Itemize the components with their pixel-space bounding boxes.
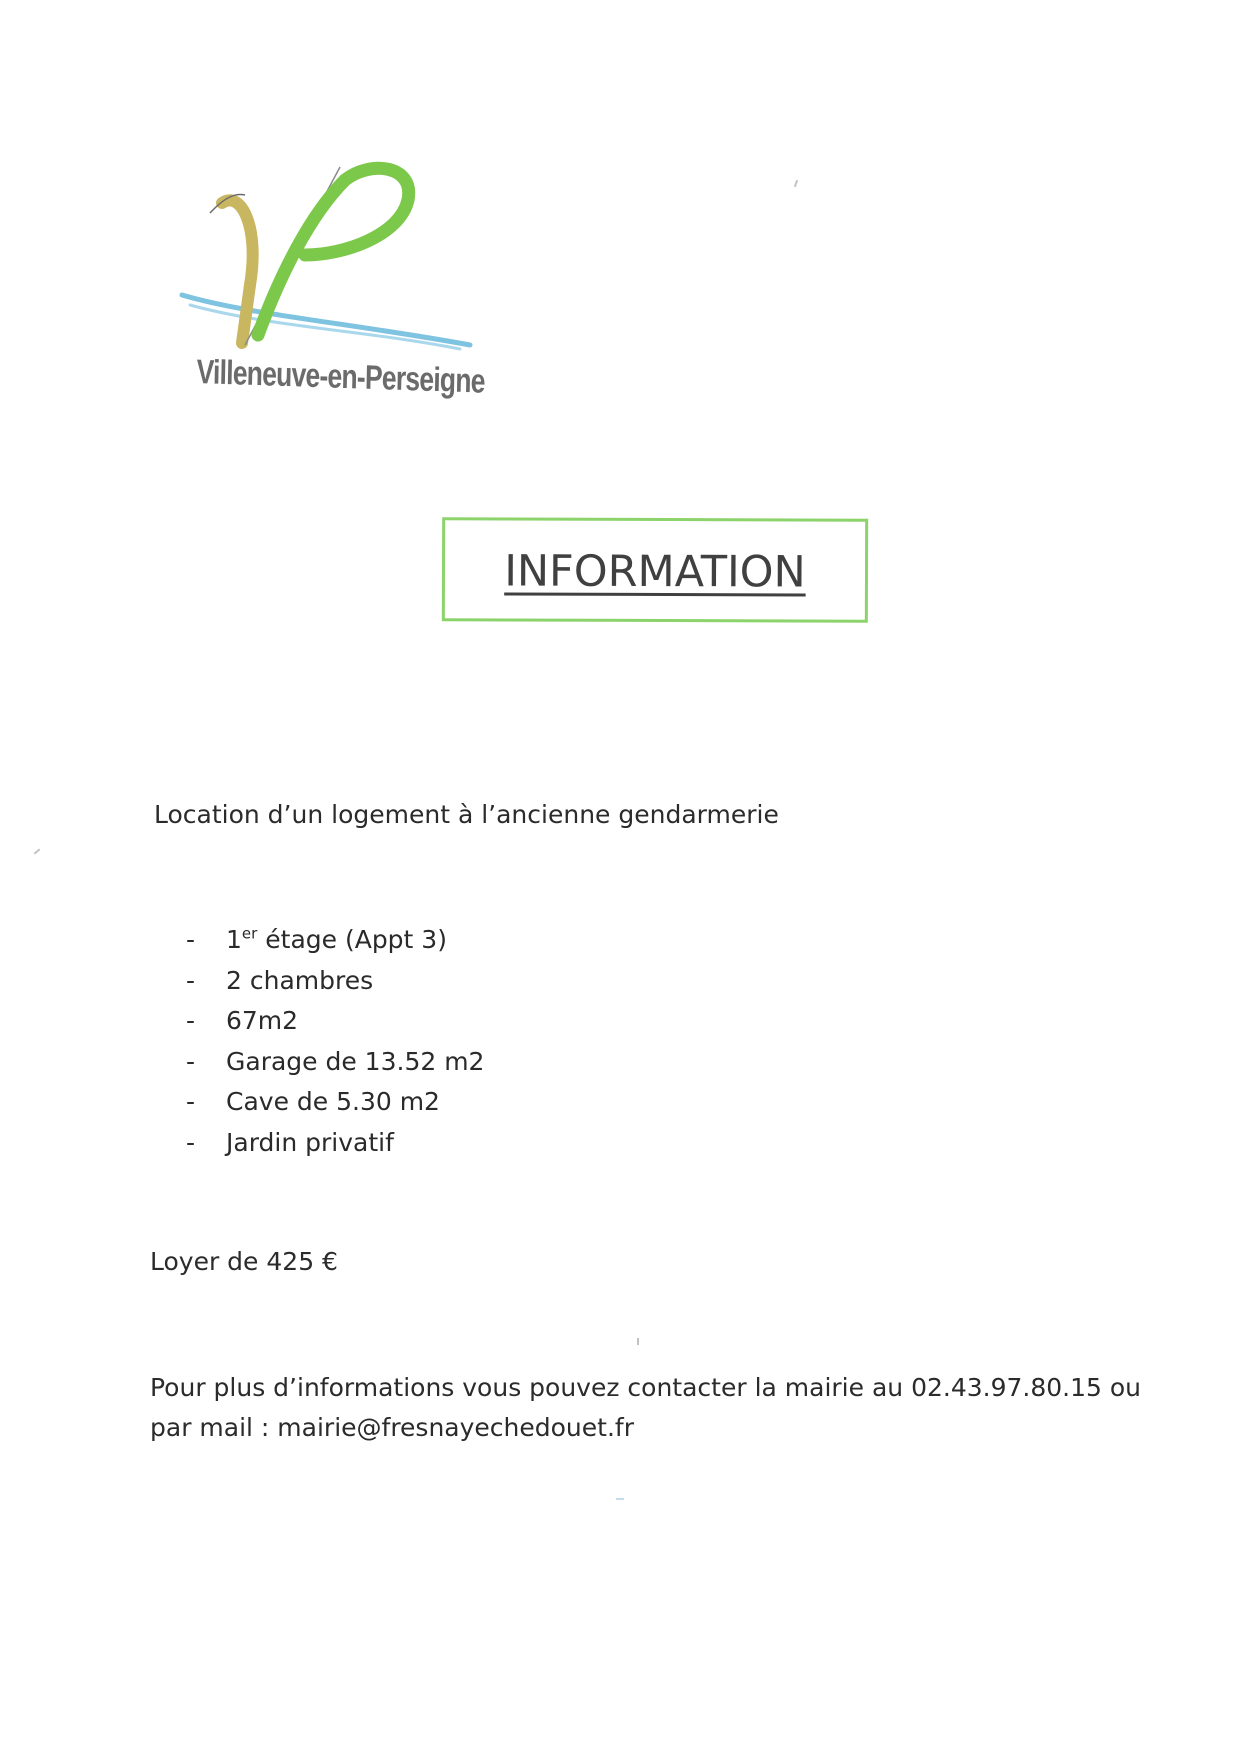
feature-text: 67m2 <box>226 1006 299 1036</box>
bullet-dash: - <box>186 925 196 954</box>
scan-speck <box>34 848 41 854</box>
listing-intro: Location d’un logement à l’ancienne gendarmerie <box>154 800 779 829</box>
bullet-dash: - <box>186 965 196 995</box>
scan-speck <box>616 1498 624 1500</box>
feature-text: 2 chambres <box>226 965 374 995</box>
contact-line-email: par mail : mairie@fresnayechedouet.fr <box>150 1413 634 1442</box>
feature-text: Jardin privatif <box>226 1127 394 1157</box>
logo-vp-mark <box>170 155 490 375</box>
feature-item-cellar <box>186 1082 484 1123</box>
feature-text: 1 <box>226 925 242 954</box>
bullet-dash: - <box>186 1087 196 1117</box>
page-title: INFORMATION <box>504 546 806 598</box>
feature-item-area <box>186 1001 484 1042</box>
feature-text: Cave de 5.30 m2 <box>226 1087 440 1117</box>
feature-superscript: er <box>241 924 258 943</box>
feature-list <box>186 920 484 1164</box>
scan-speck <box>794 180 798 187</box>
feature-item-floor <box>186 920 484 961</box>
feature-item-garden <box>186 1123 484 1164</box>
feature-text: Garage de 13.52 m2 <box>226 1046 485 1076</box>
feature-text-rest: étage (Appt 3) <box>257 925 447 954</box>
bullet-dash: - <box>186 1006 196 1036</box>
feature-item-bedrooms <box>186 961 484 1002</box>
title-box <box>442 517 868 622</box>
bullet-dash: - <box>186 1127 196 1157</box>
municipal-logo <box>170 155 490 415</box>
feature-item-garage <box>186 1042 484 1083</box>
contact-line-phone: Pour plus d’informations vous pouvez contacter la mairie au 02.43.97.80.15 ou <box>150 1373 1142 1402</box>
contact-paragraph <box>150 1368 1141 1448</box>
rent-amount: Loyer de 425 € <box>150 1247 338 1276</box>
bullet-dash: - <box>186 1046 196 1076</box>
logo-wordmark: Villeneuve-en-Perseigne <box>196 353 486 401</box>
scan-speck <box>637 1338 639 1345</box>
